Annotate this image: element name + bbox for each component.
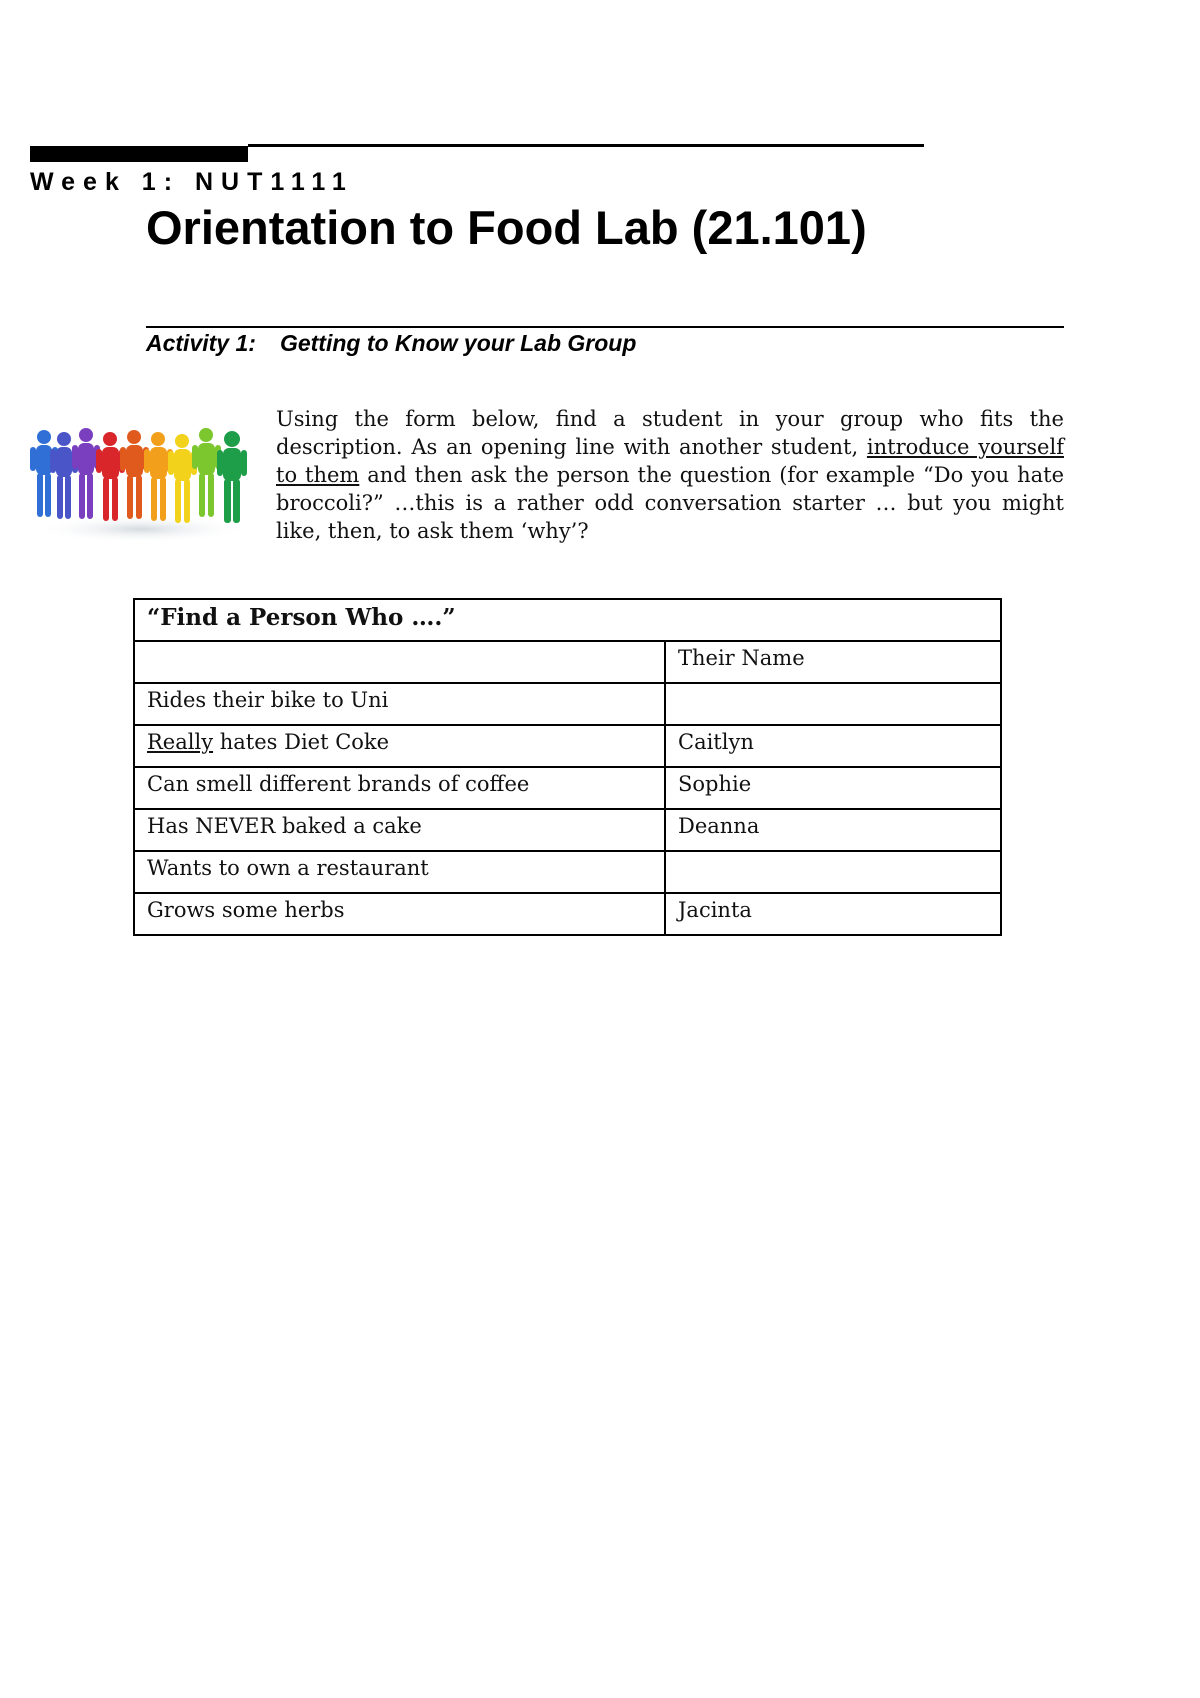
table-row xyxy=(134,851,1001,893)
activity-number: Activity 1: xyxy=(146,330,256,356)
page-title: Orientation to Food Lab (21.101) xyxy=(146,201,867,254)
activity-rule xyxy=(146,326,1064,328)
row-description-text: hates Diet Coke xyxy=(213,730,390,754)
person-figure xyxy=(72,428,100,519)
intro-paragraph xyxy=(276,405,1064,545)
row-name-cell[interactable] xyxy=(665,851,1001,893)
header-bar xyxy=(30,146,248,162)
person-figure xyxy=(217,431,247,523)
person-figure xyxy=(30,430,58,517)
row-name-cell[interactable]: Jacinta xyxy=(665,893,1001,935)
header-blank-cell xyxy=(134,641,665,683)
table-header-row xyxy=(134,641,1001,683)
activity-heading xyxy=(146,330,636,357)
row-name-cell[interactable] xyxy=(665,683,1001,725)
row-name-cell[interactable]: Sophie xyxy=(665,767,1001,809)
intro-text-continued: and then ask the person the question (for example “Do you hate broccoli?” …this is a rather odd conversation starter … but you might like, then, to ask them ‘why’? xyxy=(276,463,1065,543)
row-description: Wants to own a restaurant xyxy=(134,851,665,893)
table-row xyxy=(134,893,1001,935)
activity-name: Getting to Know your Lab Group xyxy=(279,330,637,356)
find-a-person-table xyxy=(133,598,1002,936)
table-row xyxy=(134,767,1001,809)
person-figure xyxy=(120,430,149,519)
person-figure xyxy=(96,432,125,521)
row-description: Can smell different brands of coffee xyxy=(134,767,665,809)
person-figure xyxy=(144,432,173,521)
table-row xyxy=(134,809,1001,851)
row-name-cell[interactable]: Caitlyn xyxy=(665,725,1001,767)
row-description-emphasis: Really xyxy=(147,730,214,754)
table-caption: “Find a Person Who ….” xyxy=(134,599,1001,641)
table-row xyxy=(134,683,1001,725)
table-caption-row xyxy=(134,599,1001,641)
header-rule xyxy=(248,144,924,147)
row-description: Grows some herbs xyxy=(134,893,665,935)
person-figure xyxy=(50,432,78,519)
week-label: Week 1: NUT1111 xyxy=(30,168,354,196)
people-group-icon xyxy=(28,425,254,545)
row-description: Rides their bike to Uni xyxy=(134,683,665,725)
row-description xyxy=(134,725,665,767)
row-name-cell[interactable]: Deanna xyxy=(665,809,1001,851)
header-their-name: Their Name xyxy=(665,641,1001,683)
row-description: Has NEVER baked a cake xyxy=(134,809,665,851)
table-row xyxy=(134,725,1001,767)
intro-underlined-text: introduce yourself to them xyxy=(276,435,1064,487)
intro-text: Using the form below, find a student in your group who fits the description. As an opening line with another student, xyxy=(276,407,1064,459)
